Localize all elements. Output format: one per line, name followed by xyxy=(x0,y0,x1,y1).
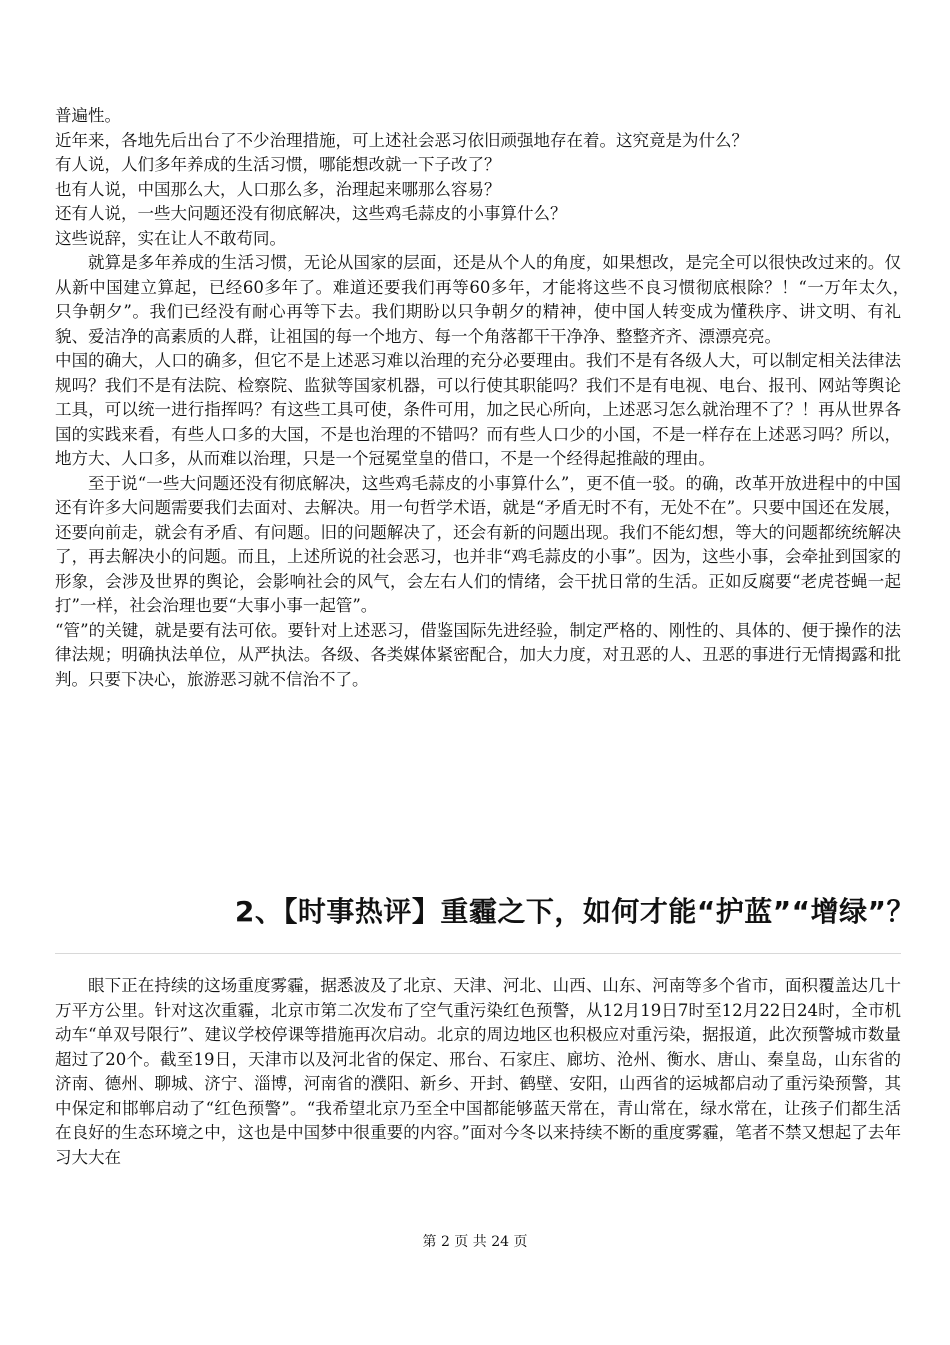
section-heading: 2、【时事热评】重霾之下，如何才能“护蓝”“增绿”？ xyxy=(234,895,915,928)
text-line: 也有人说，中国那么大，人口那么多，治理起来哪那么容易？ xyxy=(55,179,501,199)
text-line: 还有人说，一些大问题还没有彻底解决，这些鸡毛蒜皮的小事算什么？ xyxy=(55,204,567,223)
paragraph: 至于说“一些大问题还没有彻底解决，这些鸡毛蒜皮的小事算什么”，更不值一驳。的确，改革开放进程中的中国还有许多大问题需要我们去面对、去解决。用一句哲学术语，就是“矛盾无时不有，无处不在”。只要中国还在发展，还要向前走，就会有矛盾、有问题。旧的问题解决了，还会有新的问题出现。我们不能幻想，等大的问题都统统解决了，再去解决小的问题。而且，上述所说的社会恶习，也并非“鸡毛蒜皮的小事”。因为，这些小事，会牵扯到国家的形象，会涉及世界的舆论，会影响社会的风气，会左右人们的情绪，会干扰日常的生活。正如反腐要“老虎苍蝇一起打”一样，社会治理也要“大事小事一起管”。 xyxy=(55,473,901,615)
page-footer: 第 2 页 共 24 页 xyxy=(422,1234,528,1250)
text-line: 有人说，人们多年养成的生活习惯，哪能想改就一下子改了？ xyxy=(55,155,501,174)
text-line: 近年来，各地先后出台了不少治理措施，可上述社会恶习依旧顽强地存在着。这究竟是为什么？ xyxy=(55,130,748,150)
paragraph: 眼下正在持续的这场重度雾霾，据悉波及了北京、天津、河北、山西、山东、河南等多个省市，面积覆盖达几十万平方公里。针对这次重霾，北京市第二次发布了空气重污染红色预警，从12月19日7时至12月22日24时，全市机动车“单双号限行”、建议学校停课等措施再次启动。北京的周边地区也积极应对重污染，据报道，此次预警城市数量超过了20个。截至19日，天津市以及河北省的保定、邢台、石家庄、廊坊、沧州、衡水、唐山、秦皇岛，山东省的济南、德州、聊城、济宁、淄博，河南省的濮阳、新乡、开封、鹤壁、安阳，山西省的运城都启动了重污染预警，其中保定和邯郸启动了“红色预警”。“我希望北京乃至全中国都能够蓝天常在，青山常在，绿水常在，让孩子们都生活在良好的生态环境之中，这也是中国梦中很重要的内容。”面对今冬以来持续不断的重度雾霾，笔者不禁又想起了去年习大大在 xyxy=(55,976,901,1167)
paragraph: 中国的确大，人口的确多，但它不是上述恶习难以治理的充分必要理由。我们不是有各级人大，可以制定相关法律法规吗？我们不是有法院、检察院、监狱等国家机器，可以行使其职能吗？我们不是有电视、电台、报刊、网站等舆论工具，可以统一进行指挥吗？有这些工具可使，条件可用，加之民心所向，上述恶习怎么就治理不了？！再从世界各国的实践来看，有些人口多的大国，不是也治理的不错吗？而有些人口少的小国，不是一样存在上述恶习吗？所以，地方大、人口多，从而难以治理，只是一个冠冕堂皇的借口，不是一个经得起推敲的理由。 xyxy=(55,351,901,468)
article-body-2 xyxy=(55,974,901,1170)
paragraph: “管”的关键，就是要有法可依。要针对上述恶习，借鉴国际先进经验，制定严格的、刚性的、具体的、便于操作的法律法规；明确执法单位，从严执法。各级、各类媒体紧密配合，加大力度，对丑恶的人、丑恶的事进行无情揭露和批判。只要下决心，旅游恶习就不信治不了。 xyxy=(55,620,901,689)
text-line: 这些说辞，实在让人不敢苟同。 xyxy=(55,228,286,248)
article-body xyxy=(55,104,918,692)
paragraph: 就算是多年养成的生活习惯，无论从国家的层面，还是从个人的角度，如果想改，是完全可以很快改过来的。仅从新中国建立算起，已经60多年了。难道还要我们再等60多年，才能将这些不良习惯彻底根除？！“一万年太久， 只争朝夕”。我们已经没有耐心再等下去。我们期盼以只争朝夕的精神，使中国人转变成为懂秩序、讲文明、有礼貌、爱洁净的高素质的人群，让祖国的每一个地方、每一个角落都干干净净、整整齐齐、漂漂亮亮。 xyxy=(55,253,918,346)
text-line: 普遍性。 xyxy=(55,106,121,125)
divider xyxy=(55,953,901,954)
